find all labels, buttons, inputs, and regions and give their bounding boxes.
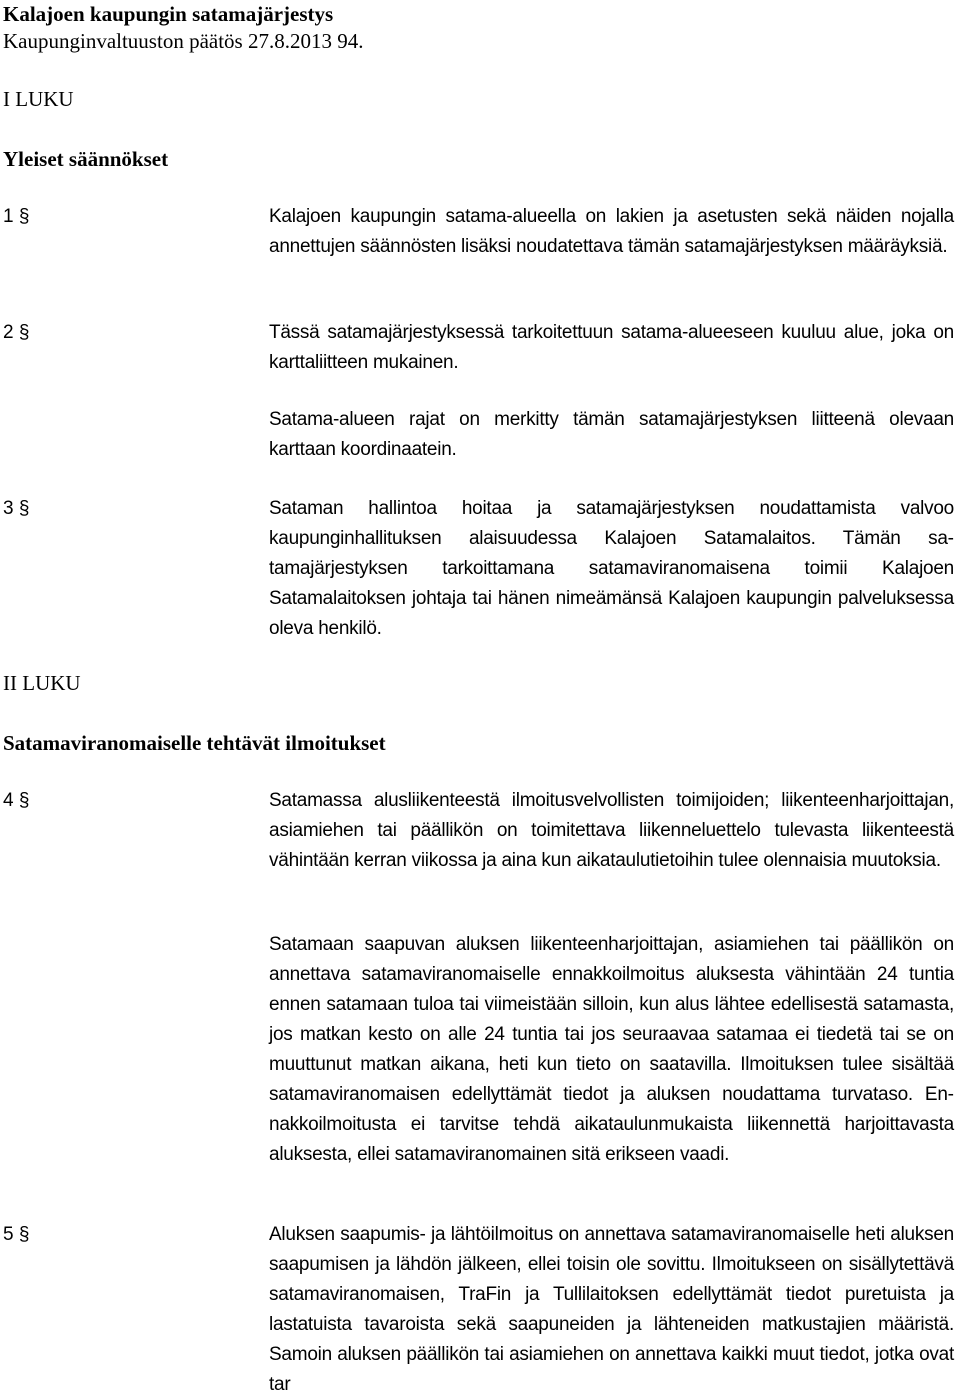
section-2-paragraph-1: Tässä satamajärjestyksessä tarkoitettuun satama-alueeseen kuuluu alue, joka on karttaliitteen mukainen.	[269, 322, 954, 373]
section-2-number: 2 §	[3, 322, 30, 343]
section-4-paragraph-2: Satamaan saapuvan aluksen liikenteenharjoittajan, asiamiehen tai päällikön on annettava satamaviranomaiselle ennakkoilmoitus aluksesta vähintään 24 tuntia ennen satamaan tuloa tai viimeistään silloin, kun alus lähtee edellisestä satamasta, jos matkan kesto on alle 24 tuntia tai jos seuraavaa satamaa ei tiedetä tai se on muuttunut matkan aikana, heti kun tieto on saatavilla. Ilmoituksen tulee sisältää satamaviranomaisen edellyttämät tiedot ja aluksen noudattama turvataso. Ennakkoilmoitusta ei tarvitse tehdä aikataulunmukaista liikennettä harjoittavasta aluksesta, ellei satamaviranomainen sitä erikseen vaadi.	[269, 934, 954, 1165]
document-title: Kalajoen kaupungin satamajärjestys	[3, 2, 334, 26]
chapter-1-label: I LUKU	[3, 87, 74, 111]
chapter-2-label: II LUKU	[3, 671, 81, 695]
chapter-2-heading: Satamaviranomaiselle tehtävät ilmoitukset	[3, 731, 386, 755]
section-4-paragraph-1: Satamassa alusliikenteestä ilmoitusvelvollisten toimijoiden; liikenteenharjoittajan, asiamiehen tai päällikön on toimitettava liikenneluettelo tulevasta liikenteestä vähintään kerran viikossa ja aina kun aikataulutietoihin tulee olennaisia muutoksia.	[269, 790, 954, 871]
section-3-paragraph-1: Sataman hallintoa hoitaa ja satamajärjestyksen noudattamista valvoo kaupunginhallituksen alaisuudessa Kalajoen Satamalaitos. Tämän satamajärjestyksen tarkoittamana satamaviranomaisena toimii Kalajoen Satamalaitoksen johtaja tai hänen nimeämänsä Kalajoen kaupungin palveluksessa oleva henkilö.	[269, 498, 954, 639]
section-5-paragraph-1: Aluksen saapumis- ja lähtöilmoitus on annettava satamaviranomaiselle heti aluksen saapumisen ja lähdön jälkeen, ellei toisin ole sovittu. Ilmoitukseen on sisällytettävä satamaviranomaisen, TraFin ja Tullilaitoksen edellyttämät tiedot puretuista ja lastatuista tavaroista sekä saapuneiden ja lähteneiden matkustajien määristä. Samoin aluksen päällikön tai asiamiehen on annettava kaikki muut tiedot, jotka ovat tar	[269, 1224, 954, 1395]
section-1-paragraph-1: Kalajoen kaupungin satama-alueella on lakien ja asetusten sekä näiden nojalla annettujen säännösten lisäksi noudatettava tämän satamajärjestyksen määräyksiä.	[269, 206, 954, 257]
section-4-number: 4 §	[3, 790, 30, 811]
section-5-number: 5 §	[3, 1224, 30, 1245]
section-1-number: 1 §	[3, 206, 30, 227]
section-3-number: 3 §	[3, 498, 30, 519]
section-2-paragraph-2: Satama-alueen rajat on merkitty tämän satamajärjestyksen liitteenä olevaan karttaan koordinaatein.	[269, 409, 954, 460]
chapter-1-heading: Yleiset säännökset	[3, 147, 169, 171]
council-decision: Kaupunginvaltuuston päätös 27.8.2013 94.	[3, 29, 364, 53]
